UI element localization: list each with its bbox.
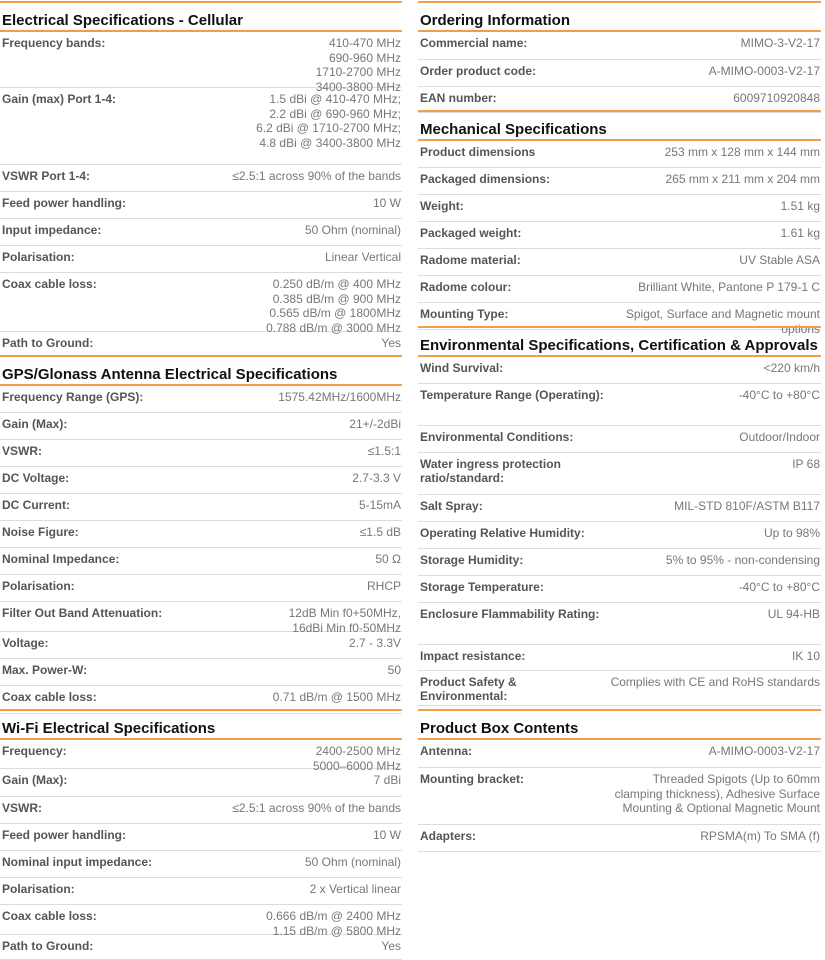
section-title: Ordering Information [418,1,821,32]
spec-value: Linear Vertical [324,250,401,264]
spec-row [418,603,821,645]
spec-row [418,249,821,276]
section-title: Electrical Specifications - Cellular [0,1,402,32]
spec-label: Path to Ground: [2,939,94,953]
spec-label: Water ingress protection ratio/standard: [420,457,561,485]
spec-value: MIMO-3-V2-17 [740,36,820,50]
spec-row [0,521,402,548]
spec-value: 50 [387,663,401,677]
environmental-specifications-certification-approvals-section [418,326,821,706]
section-title: Mechanical Specifications [418,110,821,141]
spec-value: 0.666 dB/m @ 2400 MHz 1.15 dB/m @ 5800 MHz [266,909,401,938]
spec-row [0,467,402,494]
spec-row [418,222,821,249]
spec-label: Packaged dimensions: [420,172,551,186]
section-title: Wi-Fi Electrical Specifications [0,709,402,740]
spec-row [0,851,402,878]
electrical-specifications-cellular-section [0,1,402,356]
spec-row [418,276,821,303]
spec-value: 1575.42MHz/1600MHz [278,390,401,404]
spec-row [0,824,402,851]
spec-label: Polarisation: [2,250,75,264]
spec-label: Gain (max) Port 1-4: [2,92,117,106]
spec-value: 10 W [372,196,401,210]
spec-value: 21+/-2dBi [349,417,401,431]
spec-value: Complies with CE and RoHS standards [610,675,820,689]
spec-label: DC Voltage: [2,471,70,485]
spec-label: Mounting bracket: [420,772,524,786]
spec-row [418,740,821,768]
spec-label: Nominal Impedance: [2,552,120,566]
spec-row [0,219,402,246]
spec-label: Wind Survival: [420,361,504,375]
spec-label: Product Safety & Environmental: [420,675,517,703]
spec-label: Coax cable loss: [2,277,97,291]
spec-value: Yes [381,939,401,953]
spec-value: 2.7 - 3.3V [348,636,401,650]
spec-value: ≤2.5:1 across 90% of the bands [232,169,401,183]
spec-value: A-MIMO-0003-V2-17 [708,64,820,78]
spec-value: ≤1.5:1 [367,444,401,458]
spec-label: Frequency bands: [2,36,106,50]
spec-value: -40°C to +80°C [738,580,820,594]
spec-label: VSWR: [2,444,42,458]
mechanical-specifications-section [418,110,821,336]
spec-label: Mounting Type: [420,307,509,321]
spec-value: Outdoor/Indoor [739,430,820,444]
spec-value: 2.7-3.3 V [352,471,401,485]
spec-label: EAN number: [420,91,497,105]
spec-value: 265 mm x 211 mm x 204 mm [665,172,820,186]
spec-label: Storage Temperature: [420,580,544,594]
spec-value: Brilliant White, Pantone P 179-1 C [638,280,820,294]
spec-value: UL 94-HB [767,607,820,621]
spec-value: <220 km/h [763,361,820,375]
spec-label: Input impedance: [2,223,102,237]
spec-row [418,357,821,384]
spec-label: Impact resistance: [420,649,526,663]
spec-label: Product dimensions [420,145,536,159]
spec-label: Feed power handling: [2,828,127,842]
spec-value: 12dB Min f0+50MHz, 16dBi Min f0-50MHz [288,606,401,635]
spec-value: Up to 98% [763,526,820,540]
spec-row [418,384,821,426]
spec-value: 1.61 kg [780,226,820,240]
spec-value: 50 Ohm (nominal) [304,223,401,237]
spec-row [0,548,402,575]
spec-value: MIL-STD 810F/ASTM B117 [674,499,820,513]
spec-row [0,878,402,905]
spec-value: 5-15mA [358,498,401,512]
spec-row [0,905,402,938]
spec-value: 50 Ohm (nominal) [304,855,401,869]
spec-value: 10 W [372,828,401,842]
spec-label: Voltage: [2,636,49,650]
spec-value: IP 68 [792,457,820,471]
spec-row [418,426,821,453]
spec-label: Adapters: [420,829,477,843]
spec-label: Polarisation: [2,882,75,896]
spec-label: Packaged weight: [420,226,522,240]
spec-row [0,32,402,94]
spec-label: Weight: [420,199,464,213]
spec-value: UV Stable ASA [739,253,820,267]
spec-value: Yes [381,336,401,350]
spec-value: 50 Ω [375,552,401,566]
spec-label: Coax cable loss: [2,909,97,923]
spec-value: 5% to 95% - non-condensing [665,553,820,567]
spec-value: IK 10 [791,649,820,663]
spec-value: 2 x Vertical linear [309,882,401,896]
spec-label: VSWR Port 1-4: [2,169,91,183]
spec-row [0,659,402,686]
spec-row [0,935,402,960]
spec-row [0,575,402,602]
spec-label: Gain (Max): [2,773,68,787]
spec-row [0,246,402,273]
spec-value: -40°C to +80°C [738,388,820,402]
spec-value: ≤1.5 dB [359,525,401,539]
spec-label: Coax cable loss: [2,690,97,704]
spec-row [418,522,821,549]
spec-value: 0.71 dB/m @ 1500 MHz [272,690,401,704]
spec-value: Spigot, Surface and Magnetic mount options [625,307,820,336]
spec-value: ≤2.5:1 across 90% of the bands [232,801,401,815]
spec-row [418,168,821,195]
spec-label: Temperature Range (Operating): [420,388,604,402]
spec-label: VSWR: [2,801,42,815]
product-box-contents-section [418,709,821,852]
spec-row [0,88,402,165]
spec-label: Environmental Conditions: [420,430,574,444]
spec-label: DC Current: [2,498,70,512]
spec-row [0,494,402,521]
spec-label: Radome colour: [420,280,512,294]
spec-label: Order product code: [420,64,537,78]
spec-label: Operating Relative Humidity: [420,526,585,540]
spec-value: 410-470 MHz 690-960 MHz 1710-2700 MHz 3400-3800 MHz [315,36,401,94]
spec-row [0,332,402,356]
spec-label: Frequency Range (GPS): [2,390,144,404]
spec-row [418,768,821,825]
spec-row [418,453,821,495]
spec-row [418,32,821,60]
spec-label: Gain (Max): [2,417,68,431]
spec-value: Threaded Spigots (Up to 60mm clamping thickness), Adhesive Surface Mounting & Optional Magnetic Mount [614,772,820,815]
spec-value: RPSMA(m) To SMA (f) [700,829,820,843]
spec-row [0,632,402,659]
wi-fi-electrical-specifications-section [0,709,402,960]
spec-row [418,825,821,852]
gps-glonass-antenna-electrical-specifications-section [0,355,402,714]
section-title: GPS/Glonass Antenna Electrical Specifications [0,355,402,386]
spec-row [0,413,402,440]
spec-value: 253 mm x 128 mm x 144 mm [664,145,820,159]
spec-row [418,671,821,706]
spec-value: 2400-2500 MHz 5000–6000 MHz [312,744,401,773]
spec-value: 1.51 kg [780,199,820,213]
spec-row [0,165,402,192]
spec-row [0,386,402,413]
spec-row [0,440,402,467]
spec-row [0,740,402,773]
spec-row [0,769,402,797]
spec-label: Radome material: [420,253,521,267]
spec-label: Feed power handling: [2,196,127,210]
spec-label: Nominal input impedance: [2,855,153,869]
spec-label: Storage Humidity: [420,553,524,567]
spec-value: 1.5 dBi @ 410-470 MHz; 2.2 dBi @ 690-960 MHz; 6.2 dBi @ 1710-2700 MHz; 4.8 dBi @ 3400-3800 MHz [256,92,401,150]
spec-value: 0.250 dB/m @ 400 MHz 0.385 dB/m @ 900 MHz 0.565 dB/m @ 1800MHz 0.788 dB/m @ 3000 MHz [266,277,401,335]
spec-value: A-MIMO-0003-V2-17 [708,744,820,758]
spec-row [0,797,402,824]
spec-row [0,273,402,335]
spec-label: Commercial name: [420,36,528,50]
spec-row [418,195,821,222]
spec-row [418,576,821,603]
section-title: Environmental Specifications, Certification & Approvals [418,326,821,357]
spec-value: RHCP [366,579,401,593]
spec-row [418,645,821,671]
spec-label: Antenna: [420,744,472,758]
spec-value: 7 dBi [373,773,401,787]
spec-label: Noise Figure: [2,525,79,539]
ordering-information-section [418,1,821,113]
spec-label: Path to Ground: [2,336,94,350]
spec-label: Polarisation: [2,579,75,593]
spec-label: Frequency: [2,744,67,758]
spec-row [418,141,821,168]
spec-row [418,495,821,522]
spec-label: Salt Spray: [420,499,483,513]
spec-row [0,602,402,635]
spec-label: Enclosure Flammability Rating: [420,607,600,621]
spec-row [418,60,821,87]
spec-row [418,549,821,576]
spec-label: Filter Out Band Attenuation: [2,606,163,620]
spec-label: Max. Power-W: [2,663,88,677]
section-title: Product Box Contents [418,709,821,740]
spec-row [0,192,402,219]
spec-value: 6009710920848 [733,91,820,105]
